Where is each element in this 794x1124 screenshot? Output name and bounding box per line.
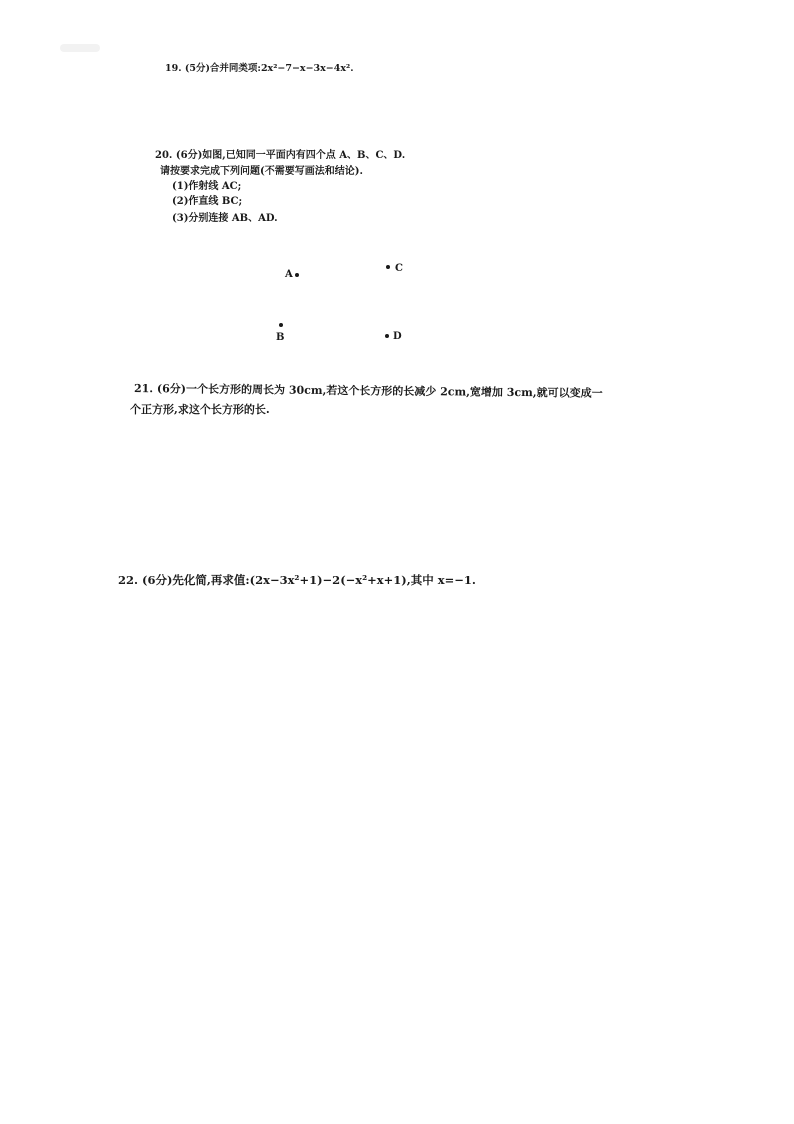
- question-20-stem: 20. (6分)如图,已知同一平面内有四个点 A、B、C、D.: [155, 150, 406, 161]
- point-b-label: B: [276, 332, 285, 343]
- point-d-dot: [385, 334, 389, 338]
- question-20-part-1: (1)作射线 AC;: [172, 181, 242, 192]
- point-a-label: A: [285, 269, 293, 280]
- point-d-label: D: [393, 331, 402, 342]
- question-21-line-1: 21. (6分)一个长方形的周长为 30cm,若这个长方形的长减少 2cm,宽增加 3cm,就可以变成一: [133, 382, 603, 400]
- point-c-label: C: [395, 263, 403, 274]
- question-20-part-2: (2)作直线 BC;: [172, 196, 243, 207]
- question-19: 19. (5分)合并同类项:2x²−7−x−3x−4x².: [165, 63, 354, 74]
- question-22: 22. (6分)先化简,再求值:(2x−3x²+1)−2(−x²+x+1),其中 x=−1.: [118, 573, 476, 587]
- question-20-instruction: 请按要求完成下列问题(不需要写画法和结论).: [160, 166, 363, 177]
- question-20-part-3: (3)分别连接 AB、AD.: [172, 213, 278, 224]
- point-c-dot: [386, 265, 390, 269]
- point-b-dot: [279, 323, 283, 327]
- point-a-dot: [295, 273, 299, 277]
- scan-smudge: [60, 44, 100, 52]
- question-21-line-2: 个正方形,求这个长方形的长.: [130, 403, 270, 416]
